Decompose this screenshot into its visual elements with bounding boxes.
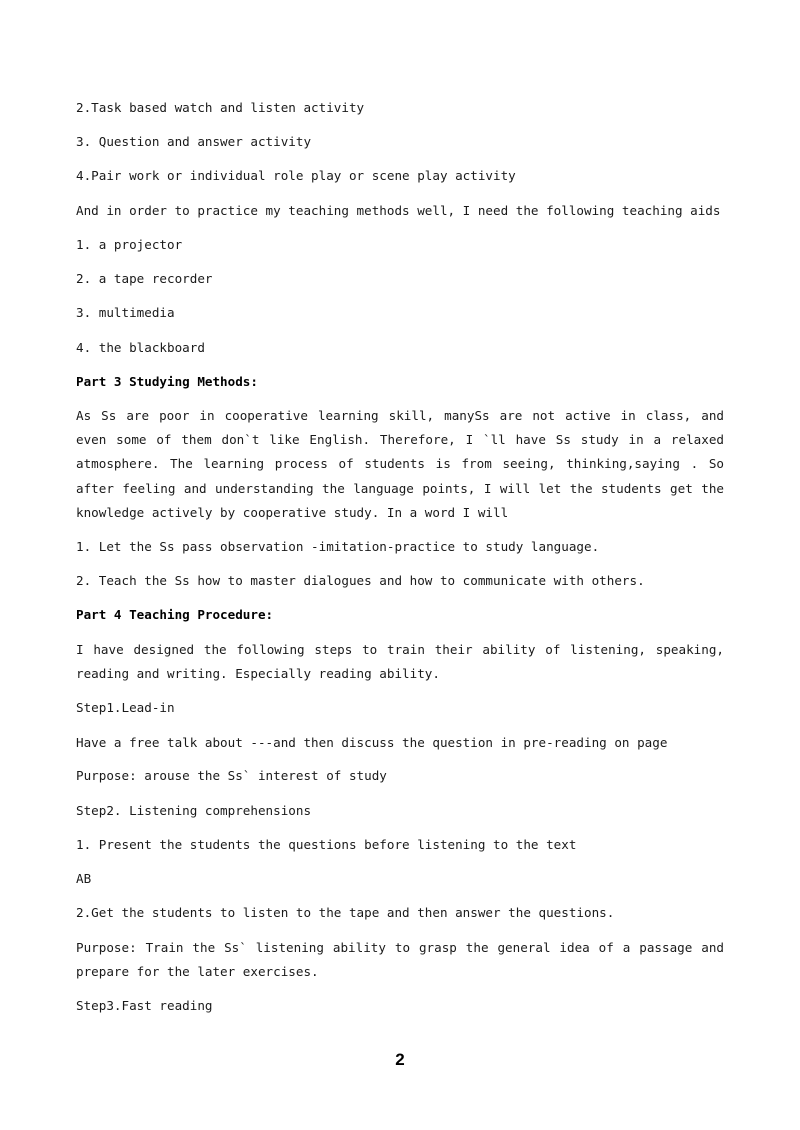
step3-heading: Step3.Fast reading xyxy=(76,998,213,1013)
part3-heading: Part 3 Studying Methods: xyxy=(76,374,258,389)
method-item-4: 4.Pair work or individual role play or scene play activity xyxy=(76,168,516,183)
step1-purpose: Purpose: arouse the Ss` interest of study xyxy=(76,768,387,783)
ab-label: AB xyxy=(76,871,92,886)
aid-item-4: 4. the blackboard xyxy=(76,340,205,355)
step1-text: Have a free talk about ---and then discuss the question in pre-reading on page xyxy=(76,735,668,750)
step1-heading: Step1.Lead-in xyxy=(76,700,175,715)
step2-purpose: Purpose: Train the Ss` listening ability to grasp the general idea of a passage and prepare for the later exercises. xyxy=(76,940,724,980)
method-item-2: 2.Task based watch and listen activity xyxy=(76,100,365,115)
teaching-aids-intro: And in order to practice my teaching methods well, I need the following teaching aids xyxy=(76,203,721,218)
part3-item-2: 2. Teach the Ss how to master dialogues and how to communicate with others. xyxy=(76,573,645,588)
step2-item-2: 2.Get the students to listen to the tape and then answer the questions. xyxy=(76,905,615,920)
part4-heading: Part 4 Teaching Procedure: xyxy=(76,607,274,622)
aid-item-3: 3. multimedia xyxy=(76,305,175,320)
step2-item-1: 1. Present the students the questions before listening to the text xyxy=(76,837,577,852)
aid-item-1: 1. a projector xyxy=(76,237,183,252)
page-number: 2 xyxy=(395,1050,405,1069)
part3-paragraph: As Ss are poor in cooperative learning skill, manySs are not active in class, and even some of them don`t like English. Therefore, I `ll have Ss study in a relaxed atmosphere. The learning process of students is from seeing, thinking,saying . So after feeling and understanding the language points, I will let the students get the knowledge actively by cooperative study. In a word I will xyxy=(76,408,724,520)
method-item-3: 3. Question and answer activity xyxy=(76,134,312,149)
part3-item-1: 1. Let the Ss pass observation -imitation-practice to study language. xyxy=(76,539,600,554)
part4-paragraph: I have designed the following steps to train their ability of listening, speaking, reading and writing. Especially reading ability. xyxy=(76,642,724,682)
aid-item-2: 2. a tape recorder xyxy=(76,271,213,286)
step2-heading: Step2. Listening comprehensions xyxy=(76,803,312,818)
